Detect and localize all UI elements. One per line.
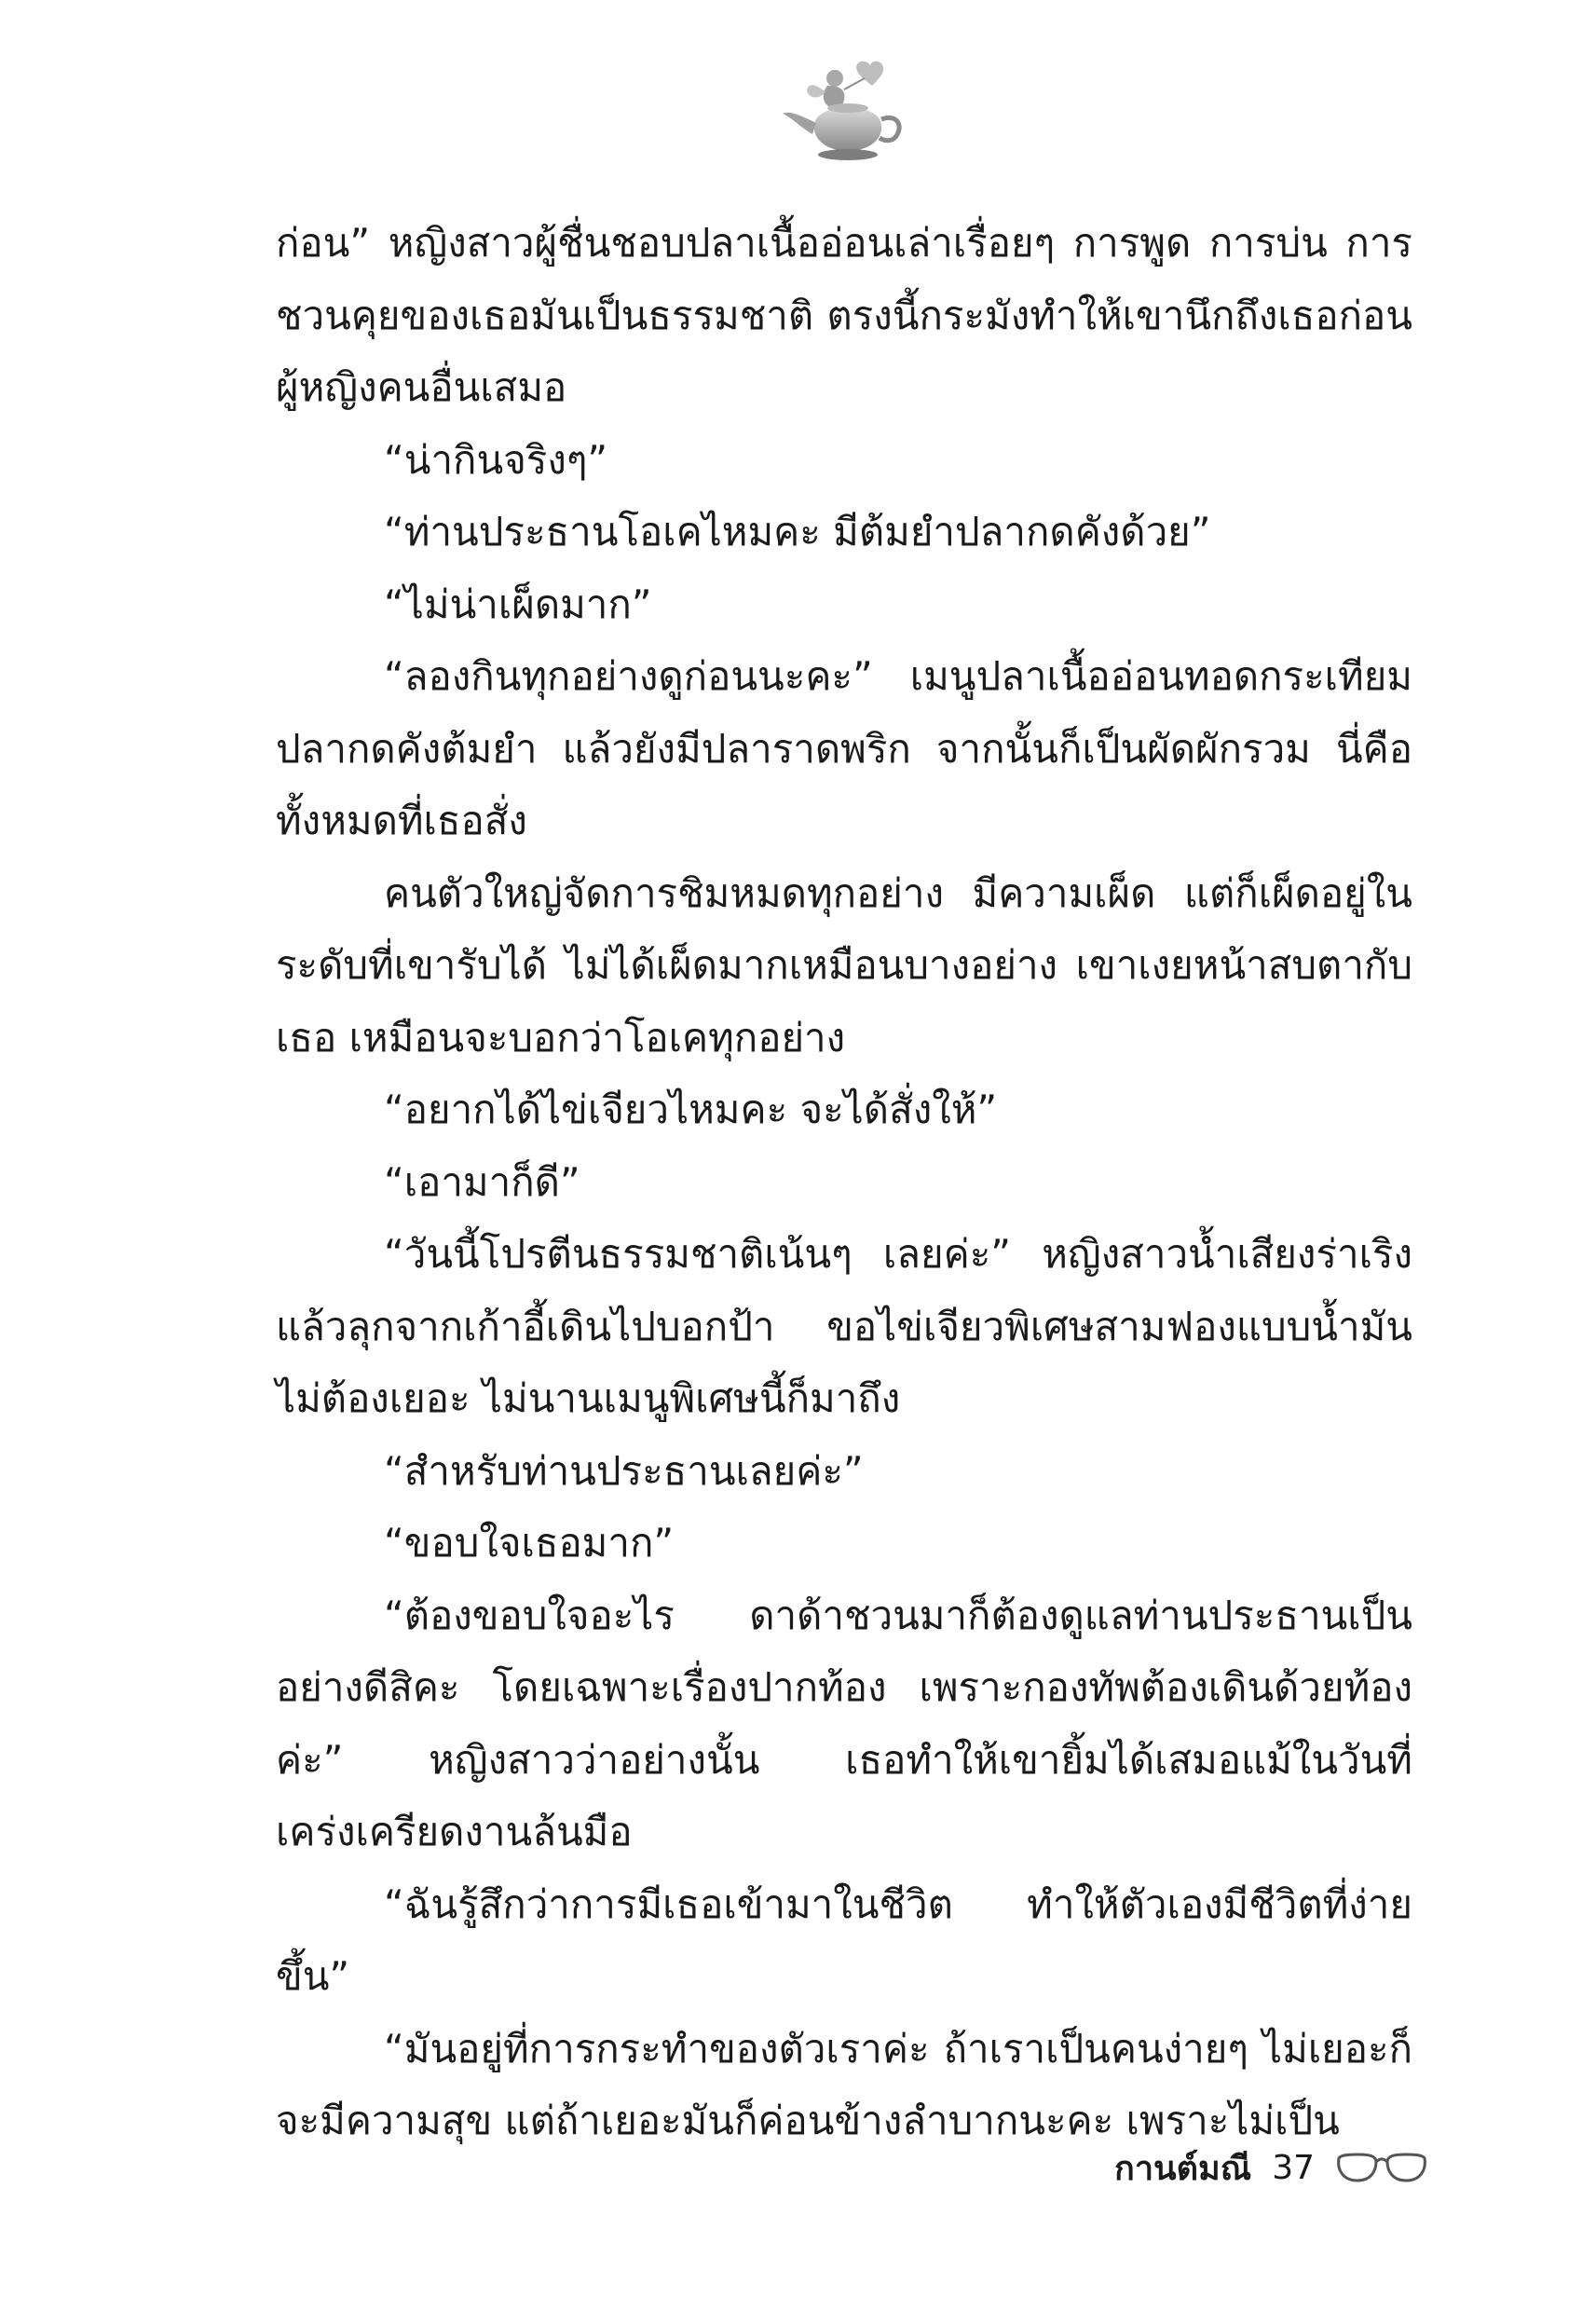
footer-author: กานต์มณี [1114, 2149, 1252, 2188]
teapot-cupid-ornament-icon [779, 58, 919, 170]
page-footer [1114, 2140, 1428, 2195]
body-text [276, 207, 1412, 2157]
eyeglasses-icon [1335, 2149, 1428, 2186]
paragraph: “ขอบใจเธอมาก” [384, 1520, 675, 1566]
paragraph: “น่ากินจริงๆ” [384, 436, 608, 483]
paragraph: “ฉันรู้สึกว่าการมีเธอเข้ามาในชีวิต ทำให้ตัวเองมีชีวิตที่ง่ายขึ้น” [276, 1880, 1412, 1999]
paragraph: “วันนี้โปรตีนธรรมชาติเน้นๆ เลยค่ะ” หญิงสาวน้ำเสียงร่าเริง แล้วลุกจากเก้าอี้เดินไปบอกป้า ขอไข่เจียวพิเศษสามฟองแบบน้ำมันไม่ต้องเยอะ ไม่นานเมนูพิเศษนี้ก็มาถึง [276, 1231, 1412, 1421]
paragraph: “สำหรับท่านประธานเลยค่ะ” [384, 1447, 864, 1494]
paragraph: “ไม่น่าเผ็ดมาก” [384, 581, 652, 627]
paragraph: “อยากได้ไข่เจียวไหมคะ จะได้สั่งให้” [384, 1087, 998, 1132]
paragraph: “มันอยู่ที่การกระทำของตัวเราค่ะ ถ้าเราเป็นคนง่ายๆ ไม่เยอะก็จะมีความสุข แต่ถ้าเยอะมันก็ค่อนข้างลำบากนะคะ เพราะไม่เป็น [276, 2025, 1412, 2143]
paragraph: คนตัวใหญ่จัดการชิมหมดทุกอย่าง มีความเผ็ด แต่ก็เผ็ดอยู่ในระดับที่เขารับได้ ไม่ได้เผ็ดมากเหมือนบางอย่าง เขาเงยหน้าสบตากับเธอ เหมือนจะบอกว่าโอเคทุกอย่าง [276, 869, 1412, 1060]
paragraph: ก่อน” หญิงสาวผู้ชื่นชอบปลาเนื้ออ่อนเล่าเรื่อยๆ การพูด การบ่น การชวนคุยของเธอมันเป็นธรรมชาติ ตรงนี้กระมังทำให้เขานึกถึงเธอก่อนผู้หญิงคนอื่นเสมอ [276, 220, 1412, 410]
paragraph: “ต้องขอบใจอะไร ดาด้าชวนมาก็ต้องดูแลท่านประธานเป็นอย่างดีสิคะ โดยเฉพาะเรื่องปากท้อง เพราะกองทัพต้องเดินด้วยท้องค่ะ” หญิงสาวว่าอย่างนั้น เธอทำให้เขายิ้มได้เสมอแม้ในวันที่เคร่งเครียดงานล้นมือ [276, 1592, 1412, 1854]
paragraph: “ท่านประธานโอเคไหมคะ มีต้มยำปลากดคังด้วย” [384, 509, 1211, 554]
page-number: 37 [1272, 2148, 1315, 2187]
paragraph: “ลองกินทุกอย่างดูก่อนนะคะ” เมนูปลาเนื้ออ่อนทอดกระเทียม ปลากดคังต้มยำ แล้วยังมีปลาราดพริก จากนั้นก็เป็นผัดผักรวม นี่คือทั้งหมดที่เธอสั่ง [276, 653, 1412, 843]
paragraph: “เอามาก็ดี” [384, 1158, 580, 1205]
